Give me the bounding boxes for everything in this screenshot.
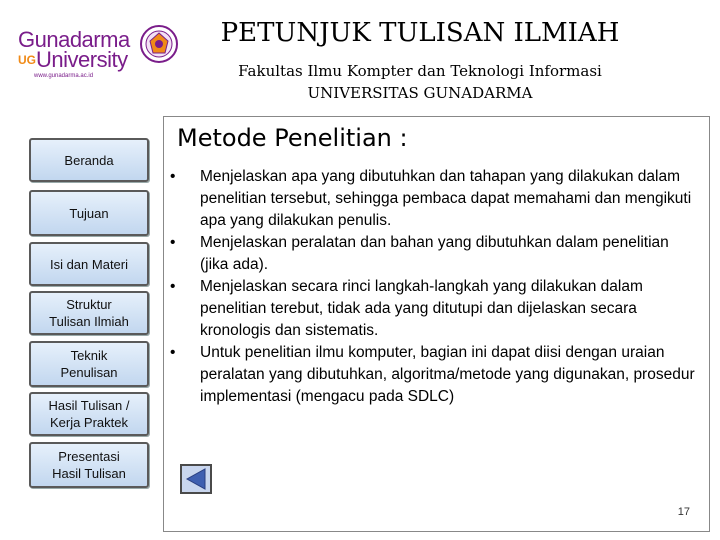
nav-button-beranda[interactable] (29, 138, 149, 182)
logo-ug-mark: UG (18, 53, 36, 67)
bullet-marker: • (170, 168, 176, 185)
nav-label-line2: Penulisan (60, 365, 118, 380)
nav-label-line1: Teknik (70, 348, 108, 363)
bullet-marker: • (170, 234, 176, 251)
nav-label-line2: Kerja Praktek (49, 415, 129, 430)
nav-label-line1: Presentasi (58, 449, 120, 464)
nav-button-struktur-tulisan-ilmiah[interactable] (29, 291, 149, 335)
back-arrow-icon[interactable] (179, 463, 213, 495)
nav-button-presentasi-hasil-tulisan[interactable] (29, 442, 149, 488)
bullet-text: Menjelaskan secara rinci langkah-langkah yang dilakukan dalam penelitian terebut, tidak ada yang ditutupi dan dijelaskan secara kronologis dan sistematis. (200, 278, 643, 339)
page-title: PETUNJUK TULISAN ILMIAH (220, 18, 620, 48)
university-logo (14, 20, 184, 82)
university-seal-icon (139, 24, 179, 64)
nav-button-tujuan[interactable] (29, 190, 149, 236)
nav-label-line2: Hasil Tulisan (52, 466, 126, 481)
bullet-text: Untuk penelitian ilmu komputer, bagian ini dapat diisi dengan uraian peralatan yang dibutuhkan, algoritma/metode yang digunakan, prosedur implementasi (mengacu pada SDLC) (200, 344, 695, 405)
logo-wordmark-university: University (36, 47, 128, 72)
section-heading: Metode Penelitian : (177, 124, 408, 152)
nav-label-line2: Tulisan Ilmiah (49, 314, 129, 329)
bullet-item (170, 166, 700, 232)
bullet-item (170, 342, 700, 408)
bullet-marker: • (170, 344, 176, 361)
bullet-list (170, 166, 700, 408)
bullet-item (170, 276, 700, 342)
nav-label: Beranda (64, 152, 114, 168)
bullet-item (170, 232, 700, 276)
nav-button-hasil-tulisan[interactable] (29, 392, 149, 436)
nav-button-teknik-penulisan[interactable] (29, 341, 149, 387)
bullet-text: Menjelaskan peralatan dan bahan yang dibutuhkan dalam penelitian (jika ada). (200, 234, 669, 273)
logo-wordmark-gunadarma: Gunadarma (18, 27, 130, 52)
university-name: UNIVERSITAS GUNADARMA (307, 84, 533, 102)
nav-label: Tujuan (69, 205, 109, 221)
nav-button-isi-dan-materi[interactable] (29, 242, 149, 286)
nav-label-line1: Hasil Tulisan / (48, 398, 130, 413)
page-subtitle (190, 60, 650, 104)
page-number: 17 (677, 506, 690, 518)
faculty-name: Fakultas Ilmu Kompter dan Teknologi Informasi (238, 62, 602, 80)
bullet-text: Menjelaskan apa yang dibutuhkan dan tahapan yang dilakukan dalam penelitian tersebut, sehingga pembaca dapat memahami dan mengikuti apa yang dilakukan penulis. (200, 168, 692, 229)
nav-label-line1: Struktur (66, 297, 112, 312)
logo-url: www.gunadarma.ac.id (34, 73, 94, 79)
nav-label: Isi dan Materi (49, 256, 129, 272)
bullet-marker: • (170, 278, 176, 295)
